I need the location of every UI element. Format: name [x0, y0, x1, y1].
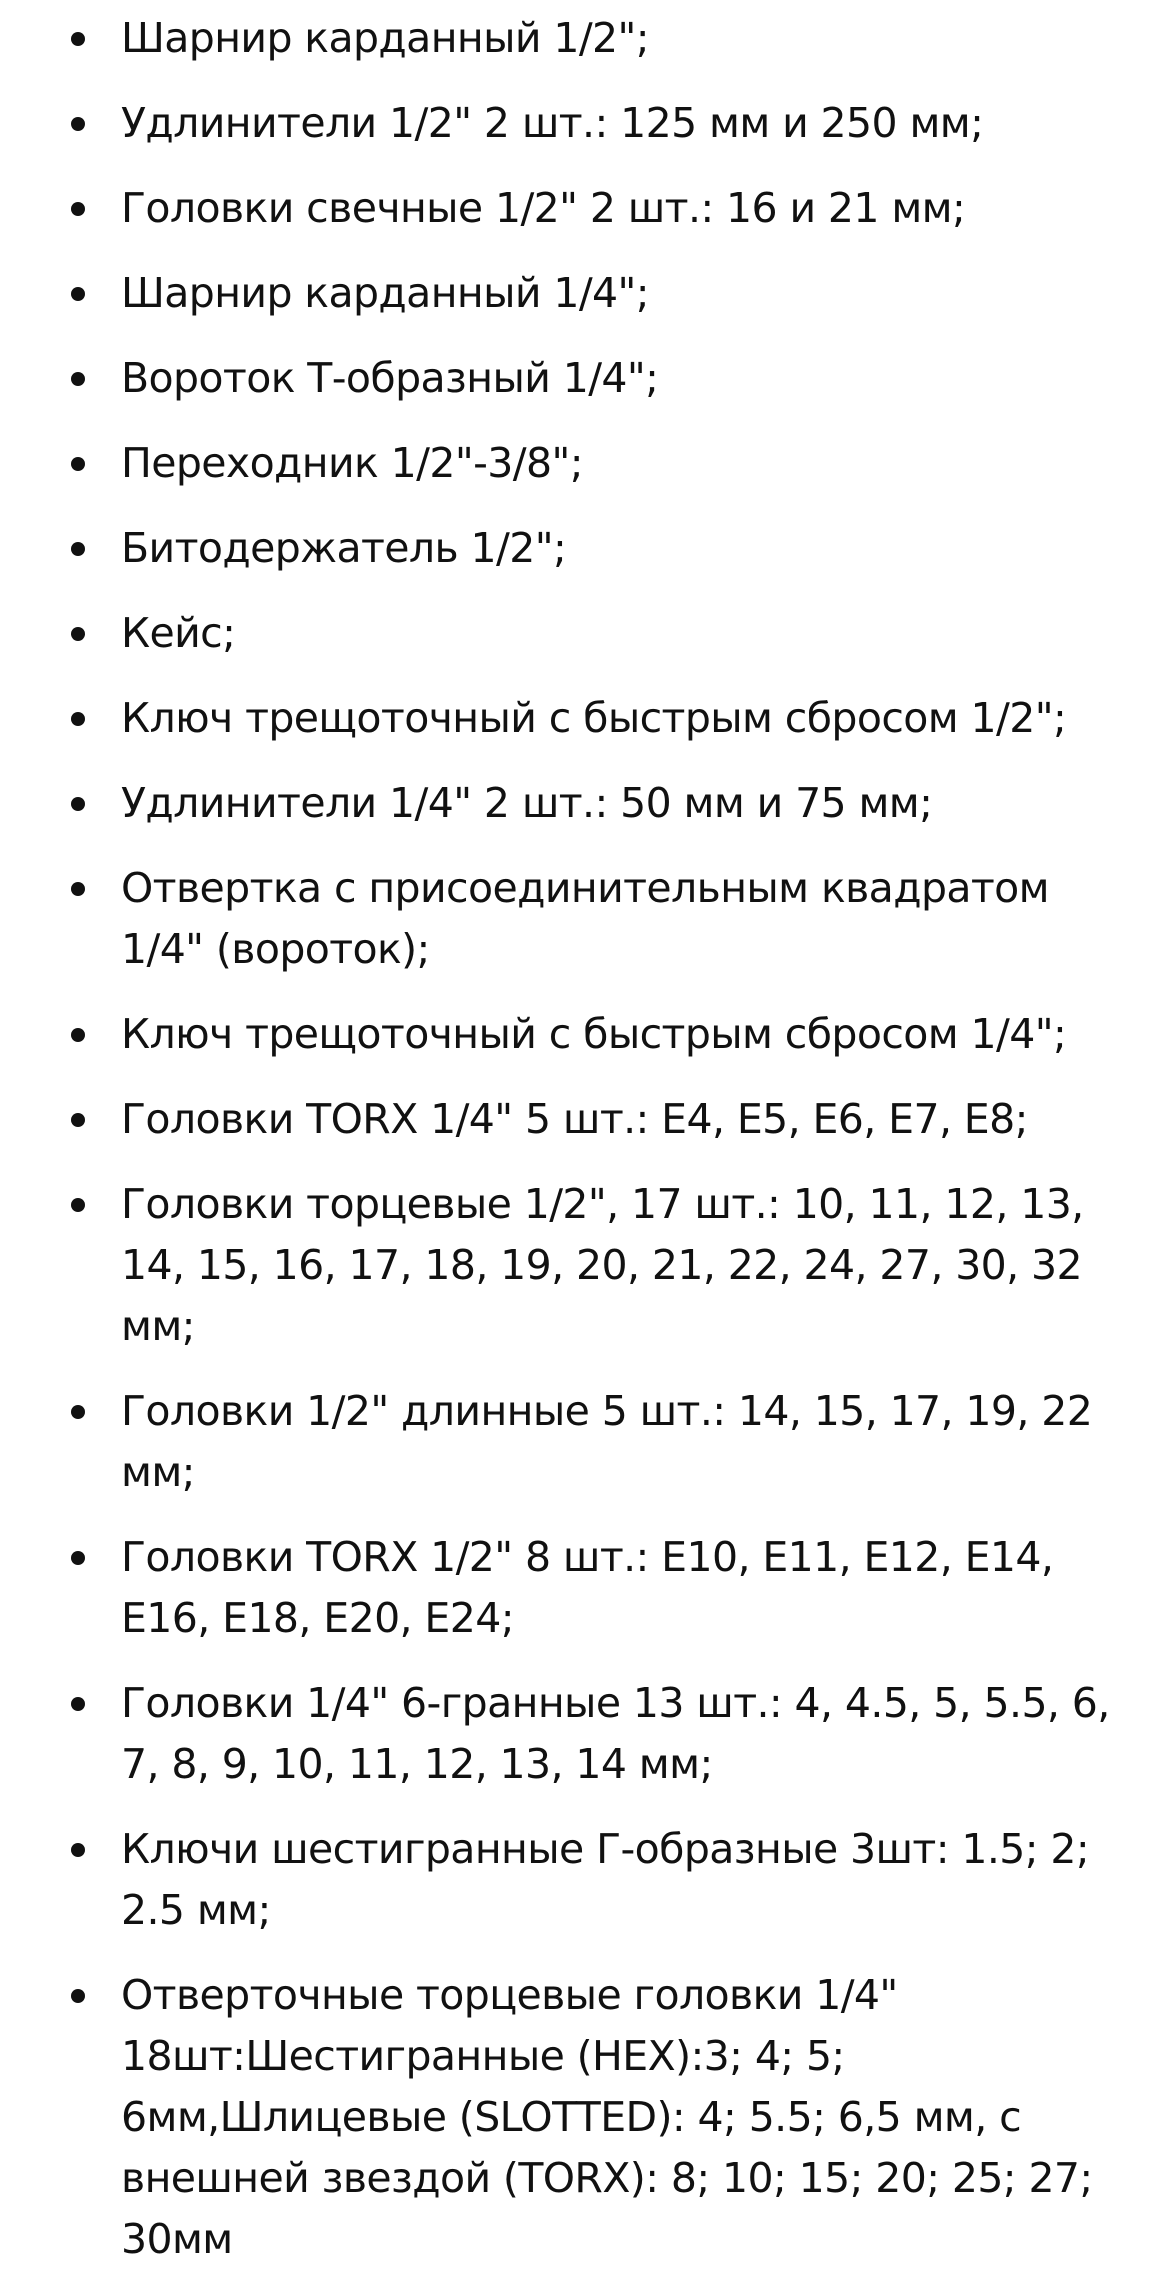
list-item	[0, 1381, 1168, 1503]
list-item-text: Головки свечные 1/2" 2 шт.: 16 и 21 мм;	[121, 184, 966, 232]
bullet-icon	[71, 797, 85, 811]
list-item-text: Удлинители 1/4" 2 шт.: 50 мм и 75 мм;	[121, 779, 933, 827]
list-item	[0, 518, 1168, 579]
list-item	[0, 1004, 1168, 1065]
bullet-icon	[71, 712, 85, 726]
list-item	[0, 93, 1168, 154]
equipment-list	[0, 8, 1168, 2294]
list-item-text: Кейс;	[121, 609, 236, 657]
list-item-text: Шарнир карданный 1/2";	[121, 14, 650, 62]
bullet-icon	[71, 1405, 85, 1419]
bullet-icon	[71, 287, 85, 301]
bullet-icon	[71, 627, 85, 641]
list-item	[0, 1965, 1168, 2270]
bullet-icon	[71, 32, 85, 46]
bullet-icon	[71, 202, 85, 216]
bullet-icon	[71, 117, 85, 131]
list-item	[0, 858, 1168, 980]
bullet-icon	[71, 1697, 85, 1711]
list-item	[0, 178, 1168, 239]
list-item-text: Головки 1/4" 6-гранные 13 шт.: 4, 4.5, 5, 5.5, 6, 7, 8, 9, 10, 11, 12, 13, 14 мм;	[121, 1679, 1110, 1788]
list-item	[0, 1174, 1168, 1357]
list-item-text: Головки TORX 1/2" 8 шт.: E10, E11, E12, E14, E16, E18, E20, E24;	[121, 1533, 1054, 1642]
list-item-text: Отверточные торцевые головки 1/4" 18шт:Шестигранные (HEX):3; 4; 5; 6мм,Шлицевые (SLOTTED): 4; 5.5; 6,5 мм, с внешней звездой (TORX): 8; 10; 15; 20; 25; 27; 30мм	[121, 1971, 1093, 2263]
bullet-icon	[71, 1843, 85, 1857]
bullet-icon	[71, 882, 85, 896]
list-item	[0, 8, 1168, 69]
list-item	[0, 1819, 1168, 1941]
list-item	[0, 688, 1168, 749]
list-item	[0, 1527, 1168, 1649]
list-item-text: Шарнир карданный 1/4";	[121, 269, 650, 317]
bullet-icon	[71, 372, 85, 386]
list-item	[0, 603, 1168, 664]
list-item-text: Головки 1/2" длинные 5 шт.: 14, 15, 17, 19, 22 мм;	[121, 1387, 1093, 1496]
list-item	[0, 348, 1168, 409]
bullet-icon	[71, 1989, 85, 2003]
list-item-text: Головки TORX 1/4" 5 шт.: E4, E5, E6, E7, E8;	[121, 1095, 1028, 1143]
list-item-text: Вороток Т-образный 1/4";	[121, 354, 659, 402]
list-item-text: Ключ трещоточный с быстрым сбросом 1/2";	[121, 694, 1067, 742]
list-item	[0, 433, 1168, 494]
list-item-text: Битодержатель 1/2";	[121, 524, 567, 572]
list-item	[0, 1089, 1168, 1150]
list-item-text: Ключи шестигранные Г-образные 3шт: 1.5; 2; 2.5 мм;	[121, 1825, 1090, 1934]
list-item	[0, 1673, 1168, 1795]
list-item-text: Ключ трещоточный с быстрым сбросом 1/4";	[121, 1010, 1067, 1058]
bullet-icon	[71, 457, 85, 471]
list-item-text: Удлинители 1/2" 2 шт.: 125 мм и 250 мм;	[121, 99, 984, 147]
bullet-icon	[71, 542, 85, 556]
bullet-icon	[71, 1028, 85, 1042]
bullet-icon	[71, 1551, 85, 1565]
list-item	[0, 773, 1168, 834]
bullet-icon	[71, 1198, 85, 1212]
bullet-icon	[71, 1113, 85, 1127]
list-item-text: Отвертка с присоединительным квадратом 1/4" (вороток);	[121, 864, 1049, 973]
list-item	[0, 263, 1168, 324]
list-item-text: Переходник 1/2"-3/8";	[121, 439, 583, 487]
list-item-text: Головки торцевые 1/2", 17 шт.: 10, 11, 12, 13, 14, 15, 16, 17, 18, 19, 20, 21, 22, 24, 27, 30, 32 мм;	[121, 1180, 1084, 1350]
